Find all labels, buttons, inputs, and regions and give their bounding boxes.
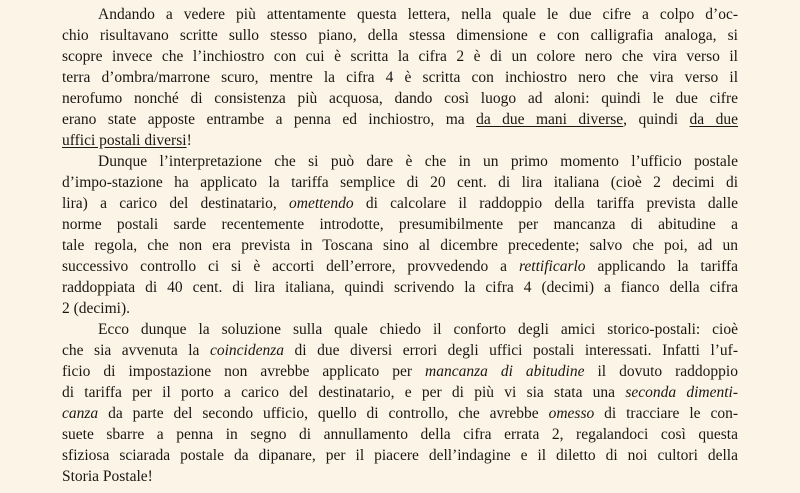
text-line <box>62 46 738 67</box>
text-run: d’impo-stazione ha applicato la tariffa semplice di 20 cent. di lira italiana (cioè 2 decimi di <box>62 174 738 191</box>
text-run: coincidenza <box>209 342 284 359</box>
text-run: uffici postali diversi <box>62 132 187 149</box>
text-run: omettendo <box>289 195 354 212</box>
text-column <box>62 4 738 487</box>
text-line <box>62 67 738 88</box>
paragraph <box>62 151 738 319</box>
text-run: nerofumo nonché di consistenza più acquosa, dando così luogo ad aloni: quindi le due cifre <box>62 90 738 107</box>
text-run: che sia avvenuta la <box>62 342 210 359</box>
text-run: canza <box>62 405 99 422</box>
text-run: rettificarlo <box>518 258 586 275</box>
text-run: Ecco dunque la soluzione sulla quale chiedo il conforto degli amici storico-postali: cioè <box>98 321 738 338</box>
paragraph <box>62 319 738 487</box>
text-run: da parte del secondo ufficio, quello di controllo, che avrebbe <box>98 405 549 422</box>
text-line <box>62 214 738 235</box>
text-line <box>62 151 738 172</box>
text-line <box>62 382 738 403</box>
text-line <box>62 424 738 445</box>
text-run: norme postali sarde recentemente introdotte, presumibilmente per mancanza di abitudine a <box>62 216 738 233</box>
text-run: tale regola, che non era prevista in Toscana sino al dicembre precedente; salvo che poi, ad un <box>62 237 738 254</box>
text-line <box>62 4 738 25</box>
text-run: di calcolare il raddoppio della tariffa prevista dalle <box>353 195 738 212</box>
text-run: successivo controllo ci si è accorti dell’errore, provvedendo a <box>62 258 519 275</box>
text-run: da due mani diverse <box>476 111 624 128</box>
text-run: , quindi <box>623 111 690 128</box>
text-run: da due <box>689 111 738 128</box>
text-line <box>62 319 738 340</box>
text-run: applicando la tariffa <box>585 258 738 275</box>
text-run: Storia Postale! <box>62 468 153 485</box>
text-run: Andando a vedere più attentamente questa lettera, nella quale le due cifre a colpo d’oc- <box>98 6 738 23</box>
text-run: mancanza di abitudine <box>425 363 585 380</box>
text-line <box>62 130 738 151</box>
text-line <box>62 235 738 256</box>
text-run: terra d’ombra/marrone scuro, mentre la cifra 4 è scritta con inchiostro nero che vira verso il <box>62 69 738 86</box>
text-run: di due diversi errori degli uffici postali interessati. Infatti l’uf- <box>284 342 738 359</box>
text-line <box>62 445 738 466</box>
text-run: seconda dimenti- <box>625 384 738 401</box>
paragraph <box>62 4 738 151</box>
text-line <box>62 466 738 487</box>
text-run: erano state apposte entrambe a penna ed inchiostro, ma <box>62 111 477 128</box>
text-line <box>62 172 738 193</box>
text-line <box>62 277 738 298</box>
text-run: lira) a carico del destinatario, <box>62 195 289 212</box>
text-line <box>62 109 738 130</box>
text-run: raddoppiata di 40 cent. di lira italiana, quindi scrivendo la cifra 4 (decimi) a fianco della cifra <box>62 279 738 296</box>
text-line <box>62 25 738 46</box>
text-line <box>62 88 738 109</box>
text-run: ! <box>186 132 192 149</box>
text-run: omesso <box>548 405 595 422</box>
text-line <box>62 256 738 277</box>
text-line <box>62 340 738 361</box>
text-line <box>62 298 738 319</box>
text-run: ficio di impostazione non avrebbe applicato per <box>62 363 425 380</box>
text-run: Dunque l’interpretazione che si può dare è che in un primo momento l’ufficio postale <box>98 153 738 170</box>
text-line <box>62 403 738 424</box>
text-run: il dovuto raddoppio <box>584 363 738 380</box>
text-line <box>62 193 738 214</box>
text-run: sfiziosa sciarada postale da dipanare, per il piacere dell’indagine e il diletto di noi cultori della <box>62 447 738 464</box>
text-run: suete sbarre a penna in segno di annullamento della cifra errata 2, regalandoci così questa <box>62 426 738 443</box>
text-run: di tariffa per il porto a carico del destinatario, e per di più vi sia stata una <box>62 384 626 401</box>
text-run: chio risultavano scritte sullo stesso piano, della stessa dimensione e con calligrafia analoga, si <box>62 27 738 44</box>
text-run: scopre invece che l’inchiostro con cui è scritta la cifra 2 è di un colore nero che vira verso il <box>62 48 738 65</box>
text-line <box>62 361 738 382</box>
text-run: 2 (decimi). <box>62 300 131 317</box>
text-run: di tracciare le con- <box>594 405 738 422</box>
